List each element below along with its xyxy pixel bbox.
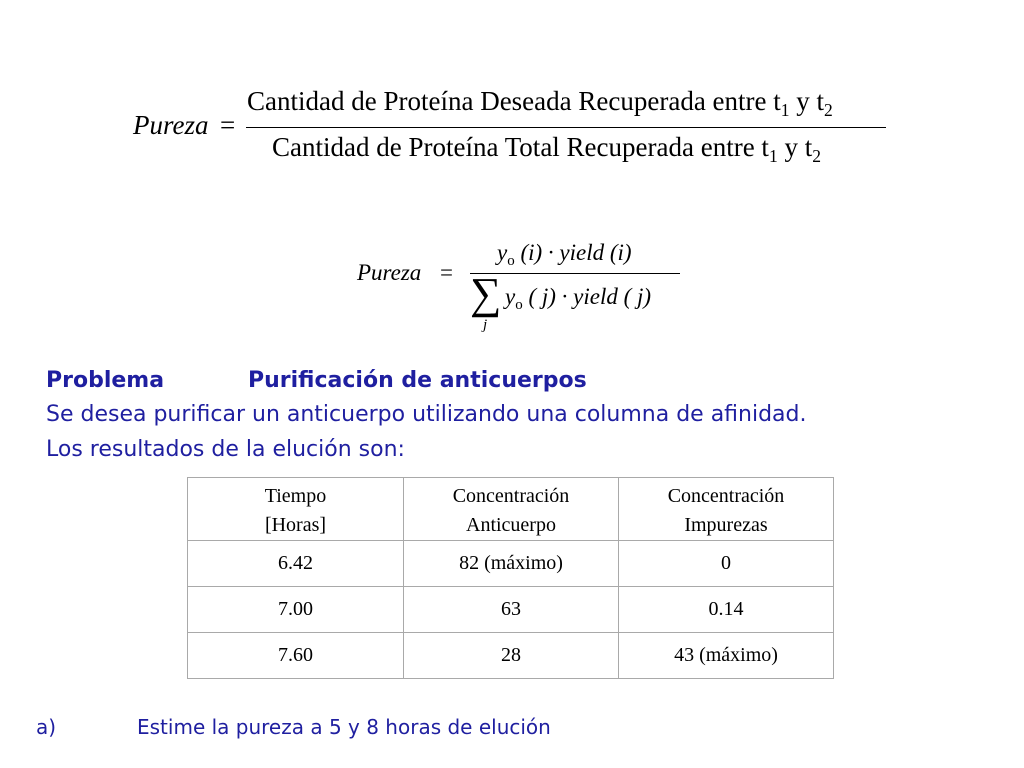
- table-row: [188, 587, 834, 633]
- fraction-bar: [246, 127, 886, 128]
- elution-results-table: [187, 477, 834, 679]
- numerator-rest: (i) · yield (i): [514, 240, 632, 265]
- formula-denominator: [272, 132, 821, 167]
- y-subscript: o: [507, 253, 515, 270]
- denominator-rest: ( j) · yield ( j): [522, 284, 652, 309]
- summation-symbol: ∑: [470, 269, 502, 318]
- numerator-and: y t: [789, 86, 825, 116]
- formula-numerator: [247, 86, 833, 121]
- table-cell: 6.42: [188, 541, 404, 587]
- subscript-1: 1: [780, 100, 790, 121]
- header-antibody-concentration: Concentración Anticuerpo: [404, 478, 619, 541]
- purity-label: Pureza: [133, 110, 209, 140]
- table-cell: 63: [404, 587, 619, 633]
- equals-sign: =: [440, 260, 453, 285]
- subscript-2: 2: [824, 100, 833, 121]
- header-impurity-concentration: Concentración Impurezas: [619, 478, 834, 541]
- table-cell: 43 (máximo): [619, 633, 834, 679]
- header-time: Tiempo [Horas]: [188, 478, 404, 541]
- table-cell: 7.60: [188, 633, 404, 679]
- subscript-2: 2: [812, 146, 821, 167]
- purity-formula-1: [0, 0, 1024, 200]
- table-cell: 28: [404, 633, 619, 679]
- formula-numerator: [497, 240, 632, 270]
- y-symbol: y: [497, 240, 508, 265]
- problem-title: Purificación de anticuerpos: [248, 368, 587, 393]
- table-cell: 7.00: [188, 587, 404, 633]
- subscript-1: 1: [768, 146, 778, 167]
- table-cell: 0: [619, 541, 834, 587]
- question-marker: a): [36, 715, 57, 739]
- y-subscript: o: [515, 297, 523, 314]
- table-cell: 82 (máximo): [404, 541, 619, 587]
- problem-heading: [46, 368, 587, 393]
- problem-line-1: Se desea purificar un anticuerpo utilizando una columna de afinidad.: [46, 402, 807, 427]
- purity-label: Pureza: [357, 260, 422, 285]
- y-symbol: y: [505, 284, 516, 309]
- purity-formula-2: [0, 230, 1024, 360]
- table-row: [188, 541, 834, 587]
- denominator-text: Cantidad de Proteína Total Recuperada entre t: [272, 132, 769, 162]
- problem-line-2: Los resultados de la elución son:: [46, 437, 405, 462]
- numerator-text: Cantidad de Proteína Deseada Recuperada entre t: [247, 86, 781, 116]
- table-header-row: [188, 478, 834, 541]
- denominator-and: y t: [777, 132, 813, 162]
- formula-denominator: [505, 284, 651, 314]
- summation-index: j: [483, 317, 488, 333]
- table-row: [188, 633, 834, 679]
- question-text: Estime la pureza a 5 y 8 horas de elución: [137, 715, 551, 739]
- equals-sign: =: [220, 110, 236, 140]
- problem-label: Problema: [46, 368, 165, 393]
- table-cell: 0.14: [619, 587, 834, 633]
- fraction-bar: [470, 273, 680, 274]
